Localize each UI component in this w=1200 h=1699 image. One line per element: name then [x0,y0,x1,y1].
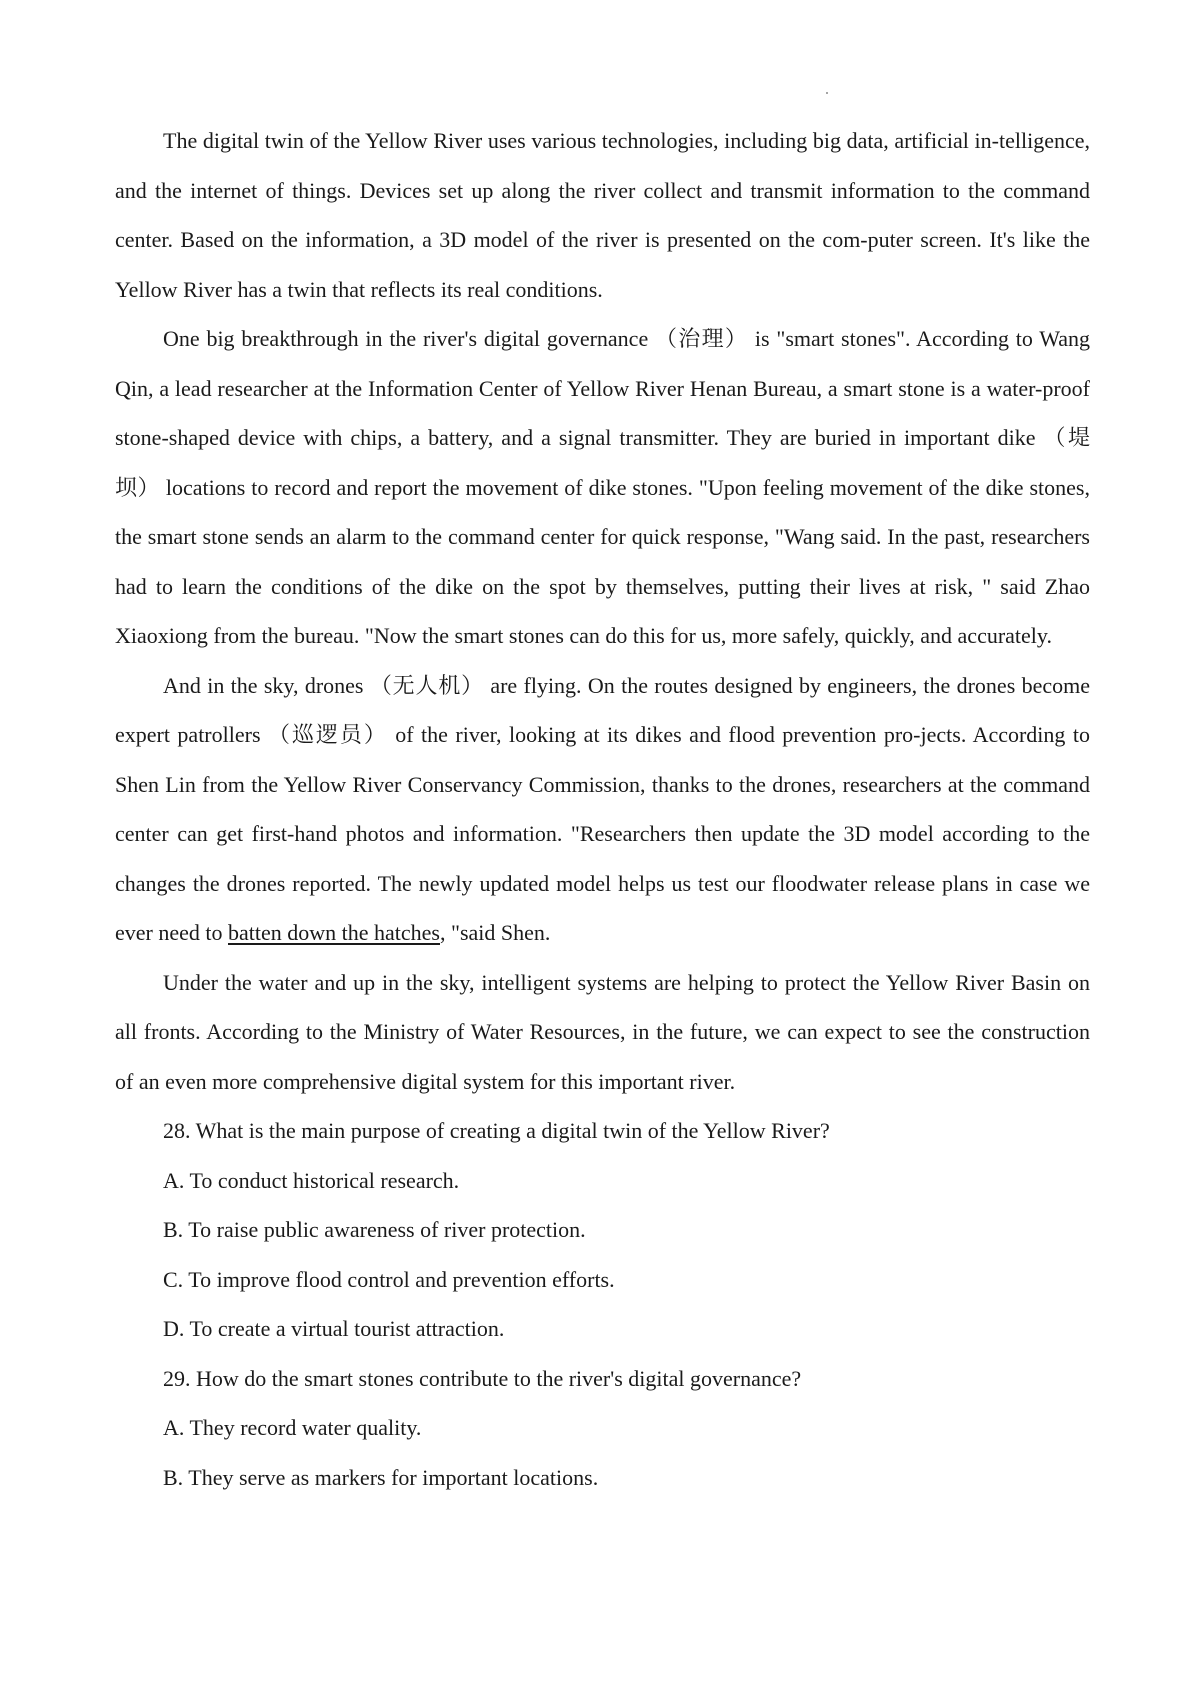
paragraph-3-text: And in the sky, drones （无人机） are flying. On the routes designed by engineers, the drones become expert patrollers （巡逻员） of the river, looking at its dikes and flood prevention pro-jects. According to Shen Lin from the Yellow River Conservancy Commission, thanks to the drones, researchers at the command center can get first-hand photos and information. "Researchers then update the 3D model according to the changes the drones reported. The newly updated model helps us test our floodwater release plans in case we ever need to [115,672,1090,945]
option-b: B. To raise public awareness of river protection. [163,1217,586,1242]
option-d: D. To create a virtual tourist attraction. [163,1316,505,1341]
reading-passage [115,116,1090,1502]
paragraph-3-end: , "said Shen. [440,920,551,945]
paragraph-1: The digital twin of the Yellow River uses various technologies, including big data, artificial in-telligence, and the internet of things. Devices set up along the river collect and transmit information to the command center. Based on the information, a 3D model of the river is presented on the com-puter screen. It's like the Yellow River has a twin that reflects its real conditions. [115,128,1090,302]
option-a: A. To conduct historical research. [163,1167,460,1193]
option-b: B. They serve as markers for important locations. [163,1464,599,1490]
question-29 [115,1354,1090,1503]
paragraph-4: Under the water and up in the sky, intelligent systems are helping to protect the Yellow River Basin on all fronts. According to the Ministry of Water Resources, in the future, we can expect to see the construction of an even more comprehensive digital system for this important river. [115,969,1090,1094]
paragraph-2: One big breakthrough in the river's digital governance （治理） is "smart stones". According to Wang Qin, a lead researcher at the Information Center of Yellow River Henan Bureau, a smart stone is a water-proof stone-shaped device with chips, a battery, and a signal transmitter. They are buried in important dike （堤坝） locations to record and report the movement of dike stones. "Upon feeling movement of the dike stones, the smart stone sends an alarm to the command center for quick response, "Wang said. In the past, researchers had to learn the conditions of the dike on the spot by themselves, putting their lives at risk, " said Zhao Xiaoxiong from the bureau. "Now the smart stones can do this for us, more safely, quickly, and accurately. [115,326,1090,648]
underlined-phrase: batten down the hatches [228,920,440,945]
option-c: C. To improve flood control and prevention efforts. [163,1266,615,1292]
option-a: A. They record water quality. [163,1415,422,1440]
question-stem: 29. How do the smart stones contribute to the river's digital governance? [163,1365,802,1391]
paragraph-3 [115,661,1090,958]
scan-dot [826,92,828,94]
question-28 [115,1106,1090,1354]
question-stem: 28. What is the main purpose of creating a digital twin of the Yellow River? [163,1118,830,1143]
